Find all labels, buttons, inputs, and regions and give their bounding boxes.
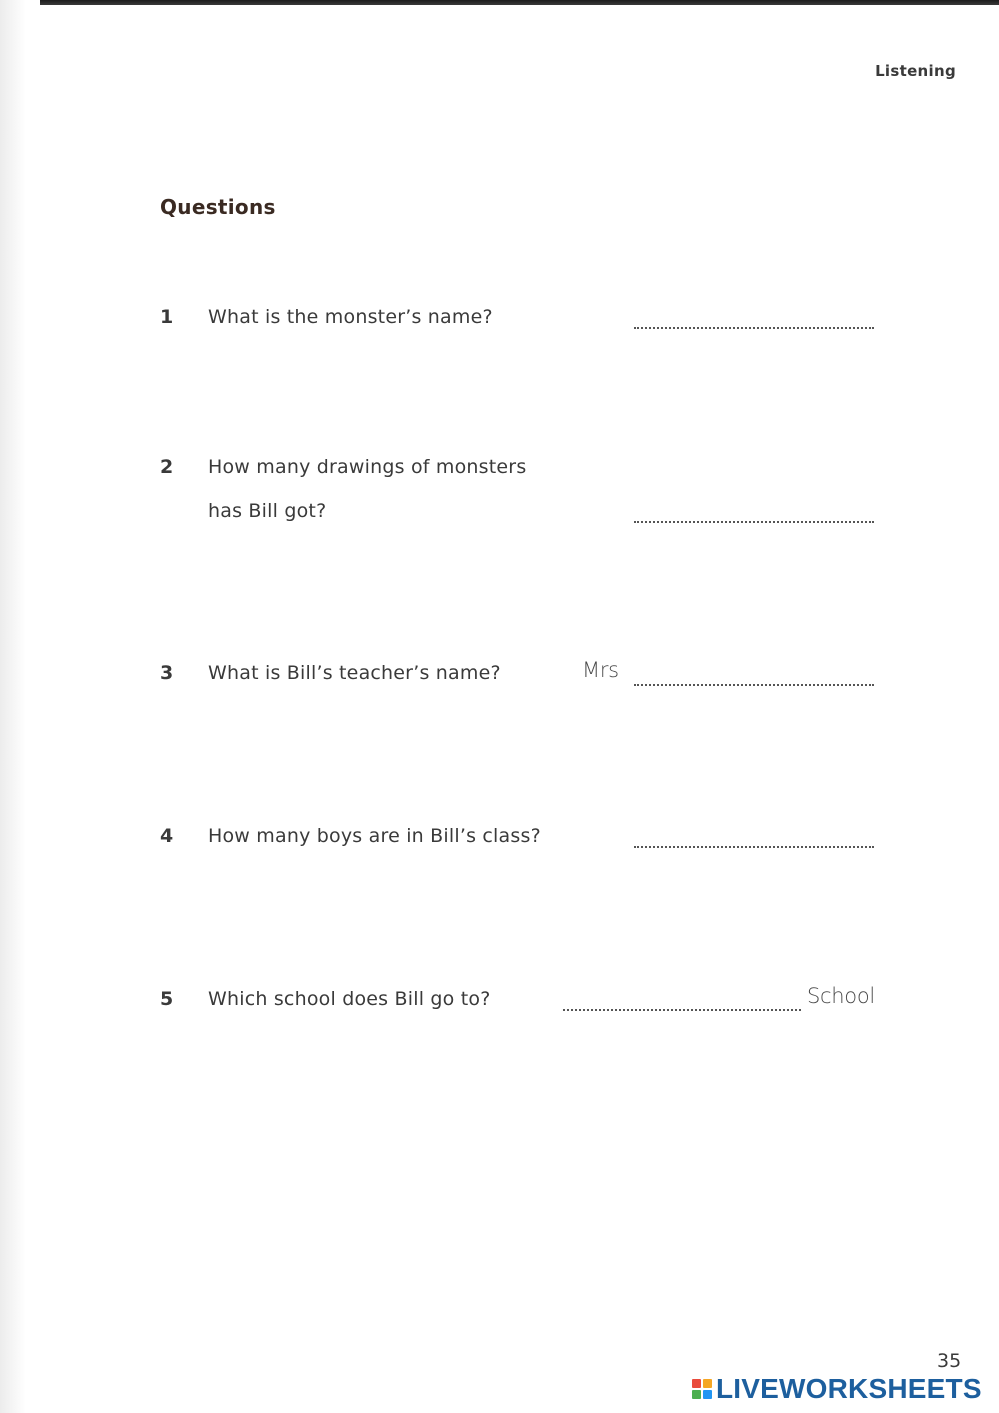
question-4-answer-field[interactable] <box>634 846 874 848</box>
question-2-answer-field[interactable] <box>634 521 874 523</box>
page-number: 35 <box>937 1350 962 1372</box>
top-rule <box>40 0 999 5</box>
question-3-answer-field[interactable] <box>634 684 874 686</box>
question-2-text-line2: has Bill got? <box>208 500 327 522</box>
question-4-number: 4 <box>160 825 174 847</box>
question-4-text: How many boys are in Bill’s class? <box>208 825 541 847</box>
question-5-answer-field[interactable] <box>563 1009 801 1011</box>
question-5-suffix: School <box>807 984 875 1008</box>
page-shadow <box>0 0 26 1413</box>
question-3-prefix: Mrs <box>582 658 619 682</box>
liveworksheets-logo-icon <box>692 1379 712 1399</box>
liveworksheets-brand[interactable] <box>692 1373 982 1405</box>
question-5-number: 5 <box>160 988 174 1010</box>
question-1-number: 1 <box>160 306 174 328</box>
question-1-text: What is the monster’s name? <box>208 306 493 328</box>
question-2-number: 2 <box>160 456 174 478</box>
question-3-number: 3 <box>160 662 174 684</box>
logo-cell-blue <box>703 1390 712 1399</box>
logo-cell-green <box>692 1390 701 1399</box>
question-3-text: What is Bill’s teacher’s name? <box>208 662 501 684</box>
questions-heading: Questions <box>160 195 276 219</box>
question-1-answer-field[interactable] <box>634 327 874 329</box>
logo-cell-orange <box>703 1379 712 1388</box>
question-5-text: Which school does Bill go to? <box>208 988 491 1010</box>
section-label: Listening <box>875 62 956 80</box>
logo-cell-red <box>692 1379 701 1388</box>
brand-text: LIVEWORKSHEETS <box>716 1373 982 1404</box>
question-2-text: How many drawings of monsters <box>208 456 527 478</box>
